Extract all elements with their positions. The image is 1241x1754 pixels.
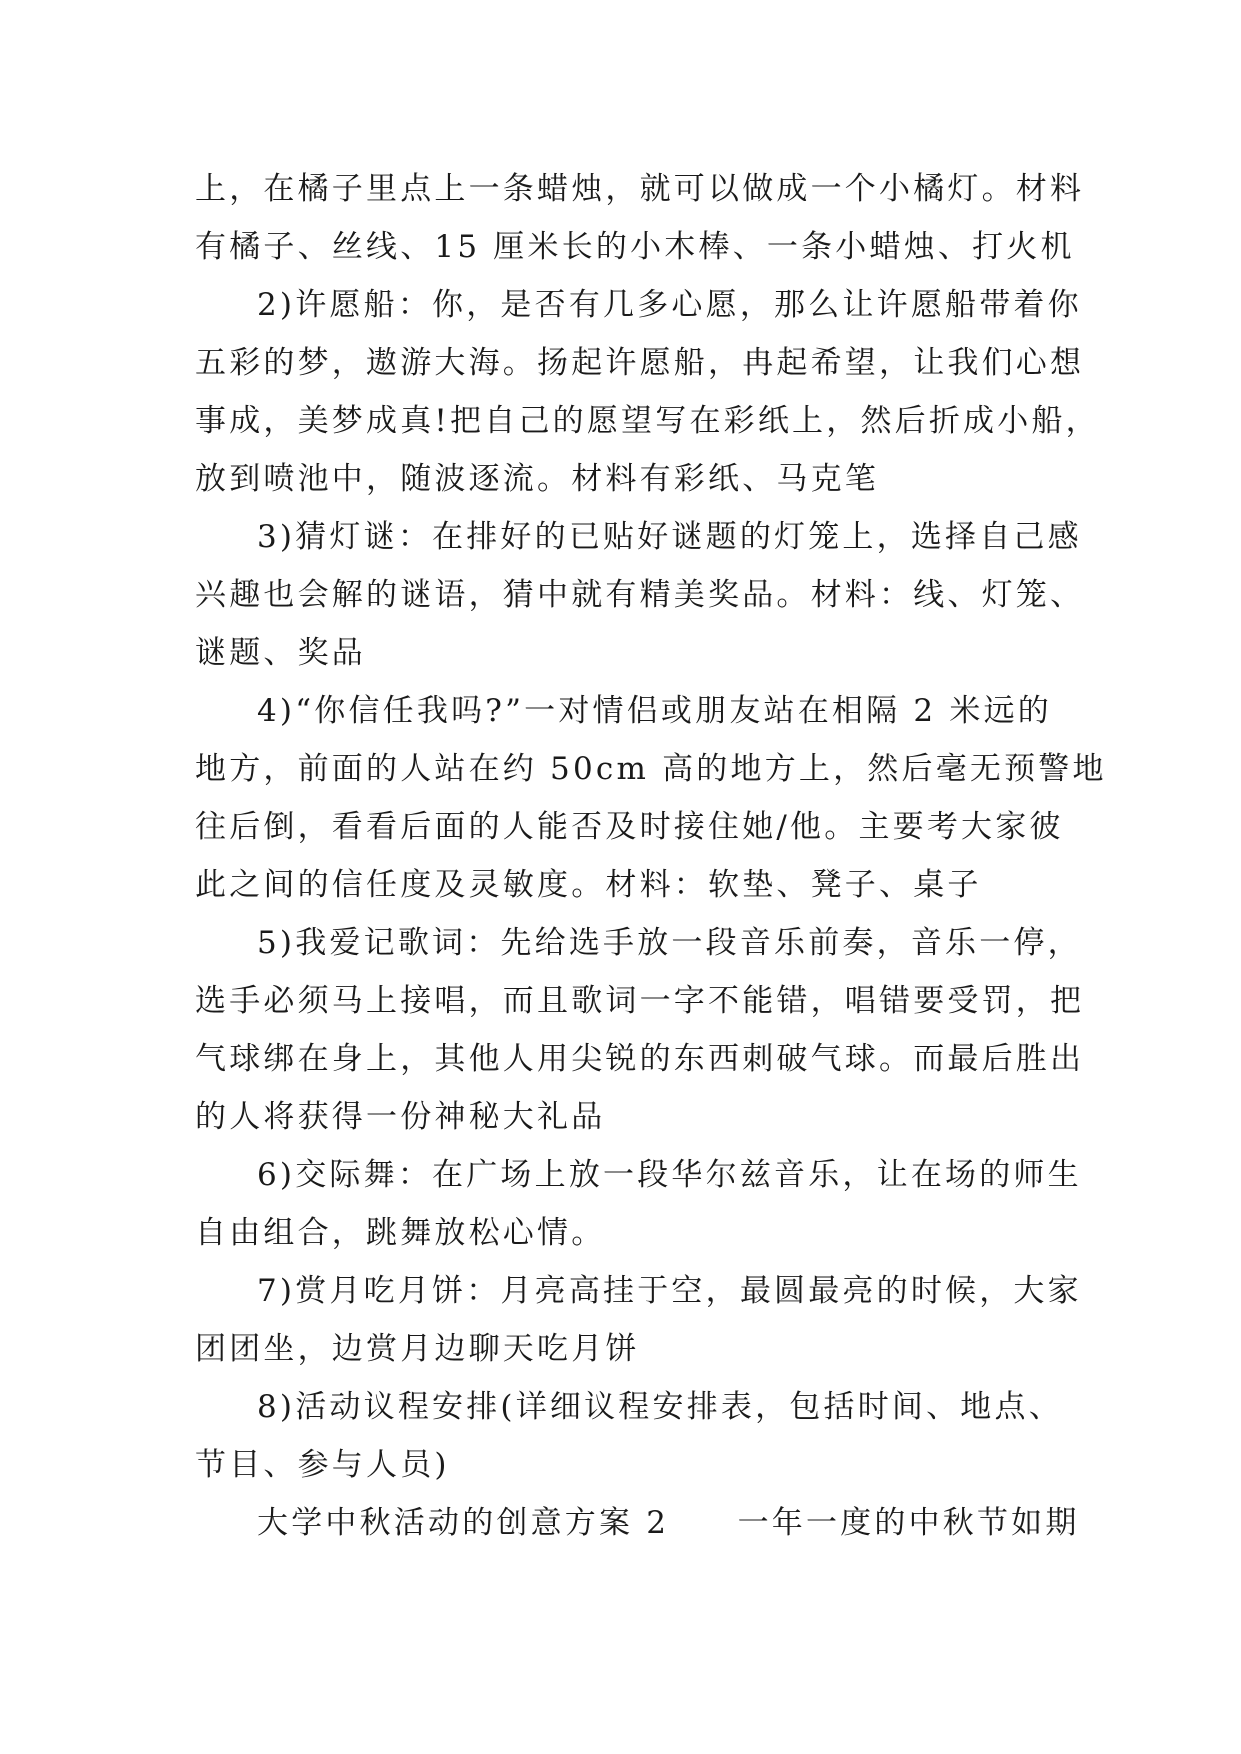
text-line: 自由组合，跳舞放松心情。 — [195, 1215, 606, 1251]
text-line: 事成，美梦成真!把自己的愿望写在彩纸上，然后折成小船， — [195, 403, 1100, 439]
text-line: 有橘子、丝线、15 厘米长的小木棒、一条小蜡烛、打火机 — [195, 229, 1075, 265]
text-line: 放到喷池中，随波逐流。材料有彩纸、马克笔 — [195, 461, 879, 497]
text-line: 8)活动议程安排(详细议程安排表，包括时间、地点、 — [257, 1389, 1063, 1425]
text-line: 的人将获得一份神秘大礼品 — [195, 1099, 606, 1135]
text-line: 上，在橘子里点上一条蜡烛，就可以做成一个小橘灯。材料 — [195, 171, 1085, 207]
text-line: 此之间的信任度及灵敏度。材料：软垫、凳子、桌子 — [195, 867, 982, 903]
text-line: 大学中秋活动的创意方案 2 一年一度的中秋节如期 — [257, 1505, 1080, 1541]
text-line: 6)交际舞：在广场上放一段华尔兹音乐，让在场的师生 — [257, 1157, 1082, 1193]
text-line: 团团坐，边赏月边聊天吃月饼 — [195, 1331, 640, 1367]
text-line: 选手必须马上接唱，而且歌词一字不能错，唱错要受罚，把 — [195, 983, 1085, 1019]
text-line: 2)许愿船：你，是否有几多心愿，那么让许愿船带着你 — [257, 287, 1082, 323]
text-line: 节目、参与人员) — [195, 1447, 450, 1483]
text-line: 3)猜灯谜：在排好的已贴好谜题的灯笼上，选择自己感 — [257, 519, 1082, 555]
text-line: 5)我爱记歌词：先给选手放一段音乐前奏，音乐一停， — [257, 925, 1082, 961]
text-line: 气球绑在身上，其他人用尖锐的东西刺破气球。而最后胜出 — [195, 1041, 1085, 1077]
text-line: 兴趣也会解的谜语，猜中就有精美奖品。材料：线、灯笼、 — [195, 577, 1085, 613]
text-line: 往后倒，看看后面的人能否及时接住她/他。主要考大家彼 — [195, 809, 1064, 845]
text-line: 五彩的梦，遨游大海。扬起许愿船，冉起希望，让我们心想 — [195, 345, 1085, 381]
text-line: 谜题、奖品 — [195, 635, 366, 671]
document-body — [195, 160, 1107, 1552]
text-line: 地方，前面的人站在约 50cm 高的地方上，然后毫无预警地 — [195, 751, 1107, 787]
text-line: 4)“你信任我吗?”一对情侣或朋友站在相隔 2 米远的 — [257, 693, 1052, 729]
text-line: 7)赏月吃月饼：月亮高挂于空，最圆最亮的时候，大家 — [257, 1273, 1082, 1309]
